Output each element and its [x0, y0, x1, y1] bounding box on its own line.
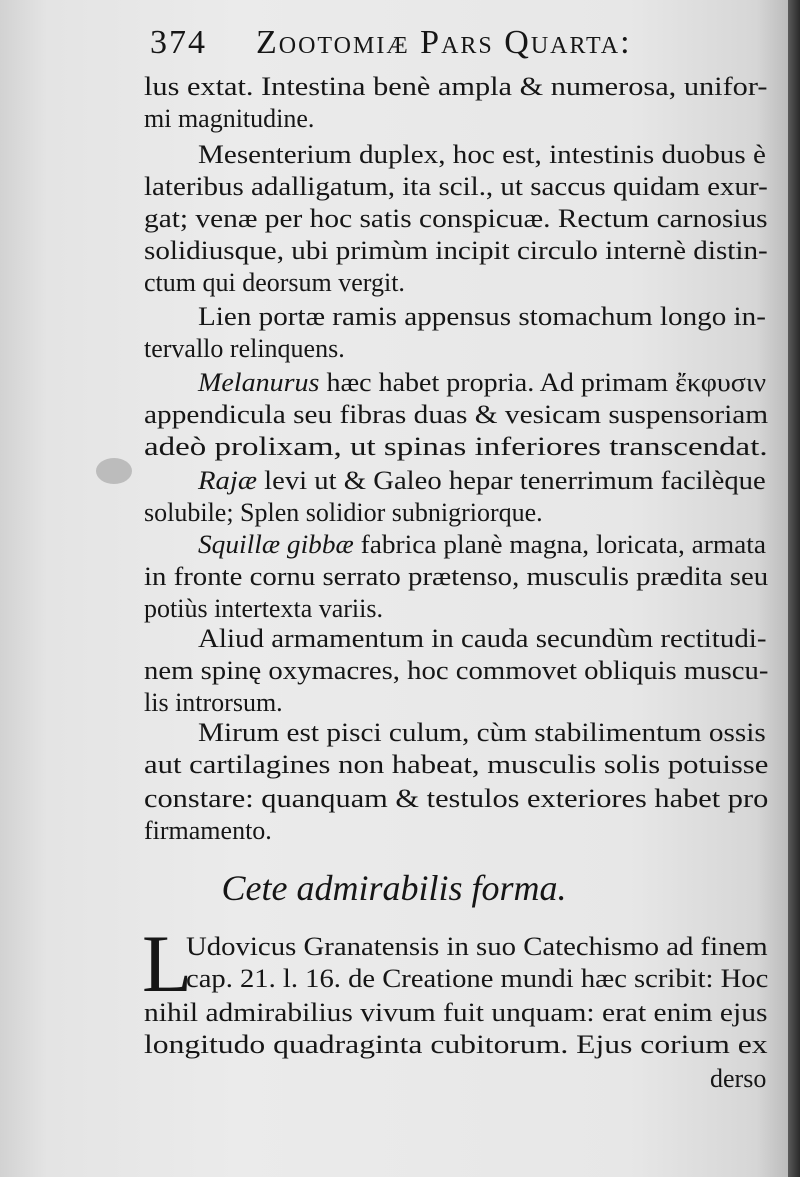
text-line — [144, 996, 767, 1030]
text-line — [198, 528, 766, 562]
text-run: ctum qui deorsum vergit. — [144, 268, 405, 297]
page-number: 374 — [150, 24, 207, 61]
text-run: longitudo quadraginta cubitorum. Ejus corium ex — [144, 1030, 768, 1059]
text-run: Rajæ — [198, 466, 257, 495]
text-run: potiùs intertexta variis. — [144, 594, 384, 623]
text-run: solubile; Splen solidior subnigriorque. — [144, 498, 543, 527]
text-line — [144, 234, 768, 268]
drop-initial: L — [142, 918, 193, 1009]
text-run: in fronte cornu serrato prætenso, musculis prædita seu — [144, 562, 769, 591]
text-run: hæc habet propria. Ad primam ἔκφυσιν — [319, 368, 767, 397]
text-line — [198, 138, 766, 172]
text-line — [186, 962, 768, 996]
text-run: adeò prolixam, ut spinas inferiores transcendat. — [144, 432, 768, 461]
text-run: Mirum est pisci culum, cùm stabilimentum ossis — [198, 718, 766, 747]
text-line — [144, 748, 768, 782]
text-line — [144, 102, 314, 136]
text-line — [144, 654, 768, 688]
text-line — [710, 1062, 766, 1096]
text-run: lateribus adalligatum, ita scil., ut saccus quidam exur- — [144, 172, 768, 201]
text-run: constare: quanquam & testulos exteriores habet pro — [144, 784, 769, 813]
text-line — [144, 266, 405, 300]
text-run: nihil admirabilius vivum fuit unquam: erat enim ejus — [144, 998, 768, 1027]
text-line — [144, 686, 283, 720]
text-run: lus extat. Intestina benè ampla & numerosa, unifor- — [144, 72, 768, 101]
section-heading: Cete admirabilis forma. — [221, 868, 567, 908]
text-line — [198, 622, 766, 656]
text-line — [144, 170, 768, 204]
text-run: derso — [710, 1064, 767, 1093]
text-run: Aliud armamentum in cauda secundùm rectitudi- — [198, 624, 767, 653]
running-title: Zootomiæ Pars Quarta: — [256, 24, 632, 61]
text-line — [144, 1028, 768, 1062]
text-run: Udovicus Granatensis in suo Catechismo ad finem — [186, 932, 768, 961]
text-line — [198, 366, 766, 400]
text-line — [144, 814, 272, 848]
text-line — [144, 592, 383, 626]
text-run: Squillæ gibbæ — [198, 530, 354, 559]
text-line — [198, 716, 766, 750]
text-line — [144, 782, 768, 816]
text-run: solidiusque, ubi primùm incipit circulo internè distin- — [144, 236, 768, 265]
text-line — [144, 202, 768, 236]
text-run: mi magnitudine. — [144, 104, 315, 133]
text-run: nem spinę oxymacres, hoc commovet obliquis muscu- — [144, 656, 769, 685]
text-line — [144, 398, 768, 432]
text-run: Mesenterium duplex, hoc est, intestinis duobus è — [198, 140, 766, 169]
page-header — [144, 20, 774, 66]
text-run: firmamento. — [144, 816, 272, 845]
text-run: levi ut & Galeo hepar tenerrimum facilèque — [256, 466, 766, 495]
ink-stain — [96, 458, 132, 484]
page-edge — [788, 0, 800, 1177]
text-line — [144, 430, 768, 464]
text-line — [144, 560, 768, 594]
text-run: tervallo relinquens. — [144, 334, 345, 363]
text-run: gat; venæ per hoc satis conspicuæ. Rectum carnosius — [144, 204, 768, 233]
text-run: Melanurus — [198, 368, 320, 397]
text-line — [198, 300, 766, 334]
text-line — [198, 464, 766, 498]
text-line — [144, 496, 543, 530]
text-run: lis introrsum. — [144, 688, 283, 717]
text-run: fabrica planè magna, loricata, armata — [353, 530, 767, 559]
text-run: Lien portæ ramis appensus stomachum longo in- — [198, 302, 766, 331]
text-line — [144, 332, 345, 366]
text-line — [144, 70, 767, 104]
text-run: appendicula seu fibras duas & vesicam suspensoriam — [144, 400, 769, 429]
text-run: cap. 21. l. 16. de Creatione mundi hæc scribit: Hoc — [186, 964, 769, 993]
text-line — [186, 930, 768, 964]
text-run: aut cartilagines non habeat, musculis solis potuisse — [144, 750, 769, 779]
